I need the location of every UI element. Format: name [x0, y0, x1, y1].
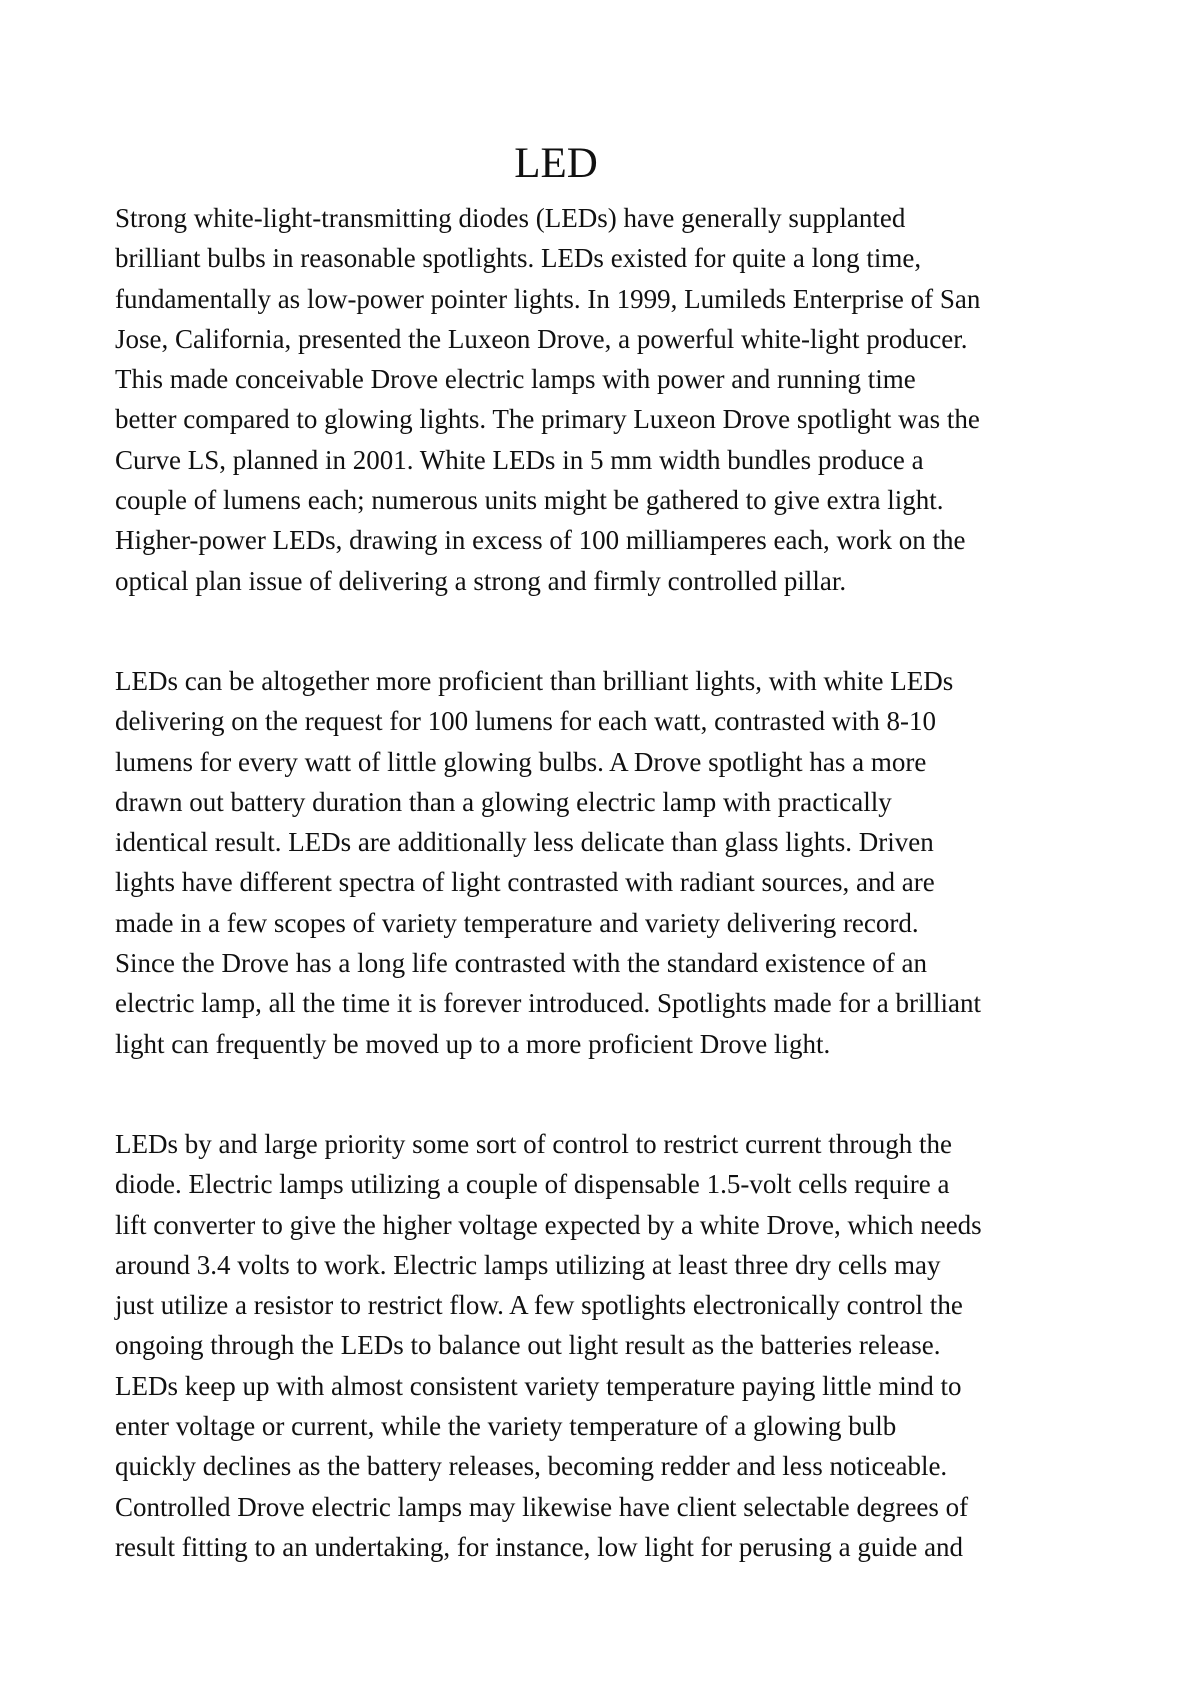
text-line: couple of lumens each; numerous units might be gathered to give extra light. — [115, 485, 944, 516]
text-line: delivering on the request for 100 lumens for each watt, contrasted with 8-10 — [115, 706, 937, 737]
text-line: LEDs by and large priority some sort of control to restrict current through the — [115, 1128, 953, 1159]
paragraph-3 — [115, 1124, 1095, 1567]
text-line: light can frequently be moved up to a more proficient Drove light. — [115, 1028, 831, 1059]
text-line: lights have different spectra of light contrasted with radiant sources, and are — [115, 867, 935, 898]
text-line: Curve LS, planned in 2001. White LEDs in 5 mm width bundles produce a — [115, 444, 924, 475]
text-line: enter voltage or current, while the variety temperature of a glowing bulb — [115, 1411, 897, 1442]
text-line: Strong white-light-transmitting diodes (LEDs) have generally supplanted — [115, 203, 906, 233]
document-body — [115, 198, 1095, 1627]
text-line: lumens for every watt of little glowing bulbs. A Drove spotlight has a more — [115, 746, 927, 777]
text-line: drawn out battery duration than a glowing electric lamp with practically — [115, 786, 892, 817]
text-line: fundamentally as low-power pointer lights. In 1999, Lumileds Enterprise of San — [115, 283, 981, 314]
text-line: optical plan issue of delivering a strong and firmly controlled pillar. — [115, 565, 847, 596]
text-line: just utilize a resistor to restrict flow. A few spotlights electronically control the — [115, 1290, 963, 1321]
text-line: Higher-power LEDs, drawing in excess of 100 milliamperes each, work on the — [115, 525, 966, 556]
page-title: LED — [514, 140, 598, 187]
paragraph-1 — [115, 198, 1095, 601]
text-line: brilliant bulbs in reasonable spotlights. LEDs existed for quite a long time, — [115, 243, 922, 274]
text-line: Controlled Drove electric lamps may likewise have client selectable degrees of — [115, 1491, 969, 1522]
text-line: diode. Electric lamps utilizing a couple of dispensable 1.5-volt cells require a — [115, 1169, 950, 1200]
text-line: around 3.4 volts to work. Electric lamps utilizing at least three dry cells may — [115, 1249, 941, 1280]
text-line: LEDs keep up with almost consistent variety temperature paying little mind to — [115, 1370, 962, 1401]
text-line: result fitting to an undertaking, for instance, low light for perusing a guide and — [115, 1531, 964, 1562]
text-line: Since the Drove has a long life contrasted with the standard existence of an — [115, 948, 927, 979]
paragraph-2 — [115, 661, 1095, 1064]
text-line: This made conceivable Drove electric lamps with power and running time — [115, 364, 916, 395]
text-line: better compared to glowing lights. The primary Luxeon Drove spotlight was the — [115, 404, 980, 435]
text-line: electric lamp, all the time it is forever introduced. Spotlights made for a brilliant — [115, 988, 981, 1019]
text-line: Jose, California, presented the Luxeon Drove, a powerful white-light producer. — [115, 323, 968, 354]
text-line: LEDs can be altogether more proficient than brilliant lights, with white LEDs — [115, 665, 954, 696]
text-line: identical result. LEDs are additionally less delicate than glass lights. Driven — [115, 827, 934, 858]
text-line: lift converter to give the higher voltage expected by a white Drove, which needs — [115, 1209, 982, 1240]
text-line: quickly declines as the battery releases, becoming redder and less noticeable. — [115, 1451, 948, 1482]
text-line: made in a few scopes of variety temperature and variety delivering record. — [115, 907, 919, 938]
text-line: ongoing through the LEDs to balance out light result as the batteries release. — [115, 1330, 941, 1361]
